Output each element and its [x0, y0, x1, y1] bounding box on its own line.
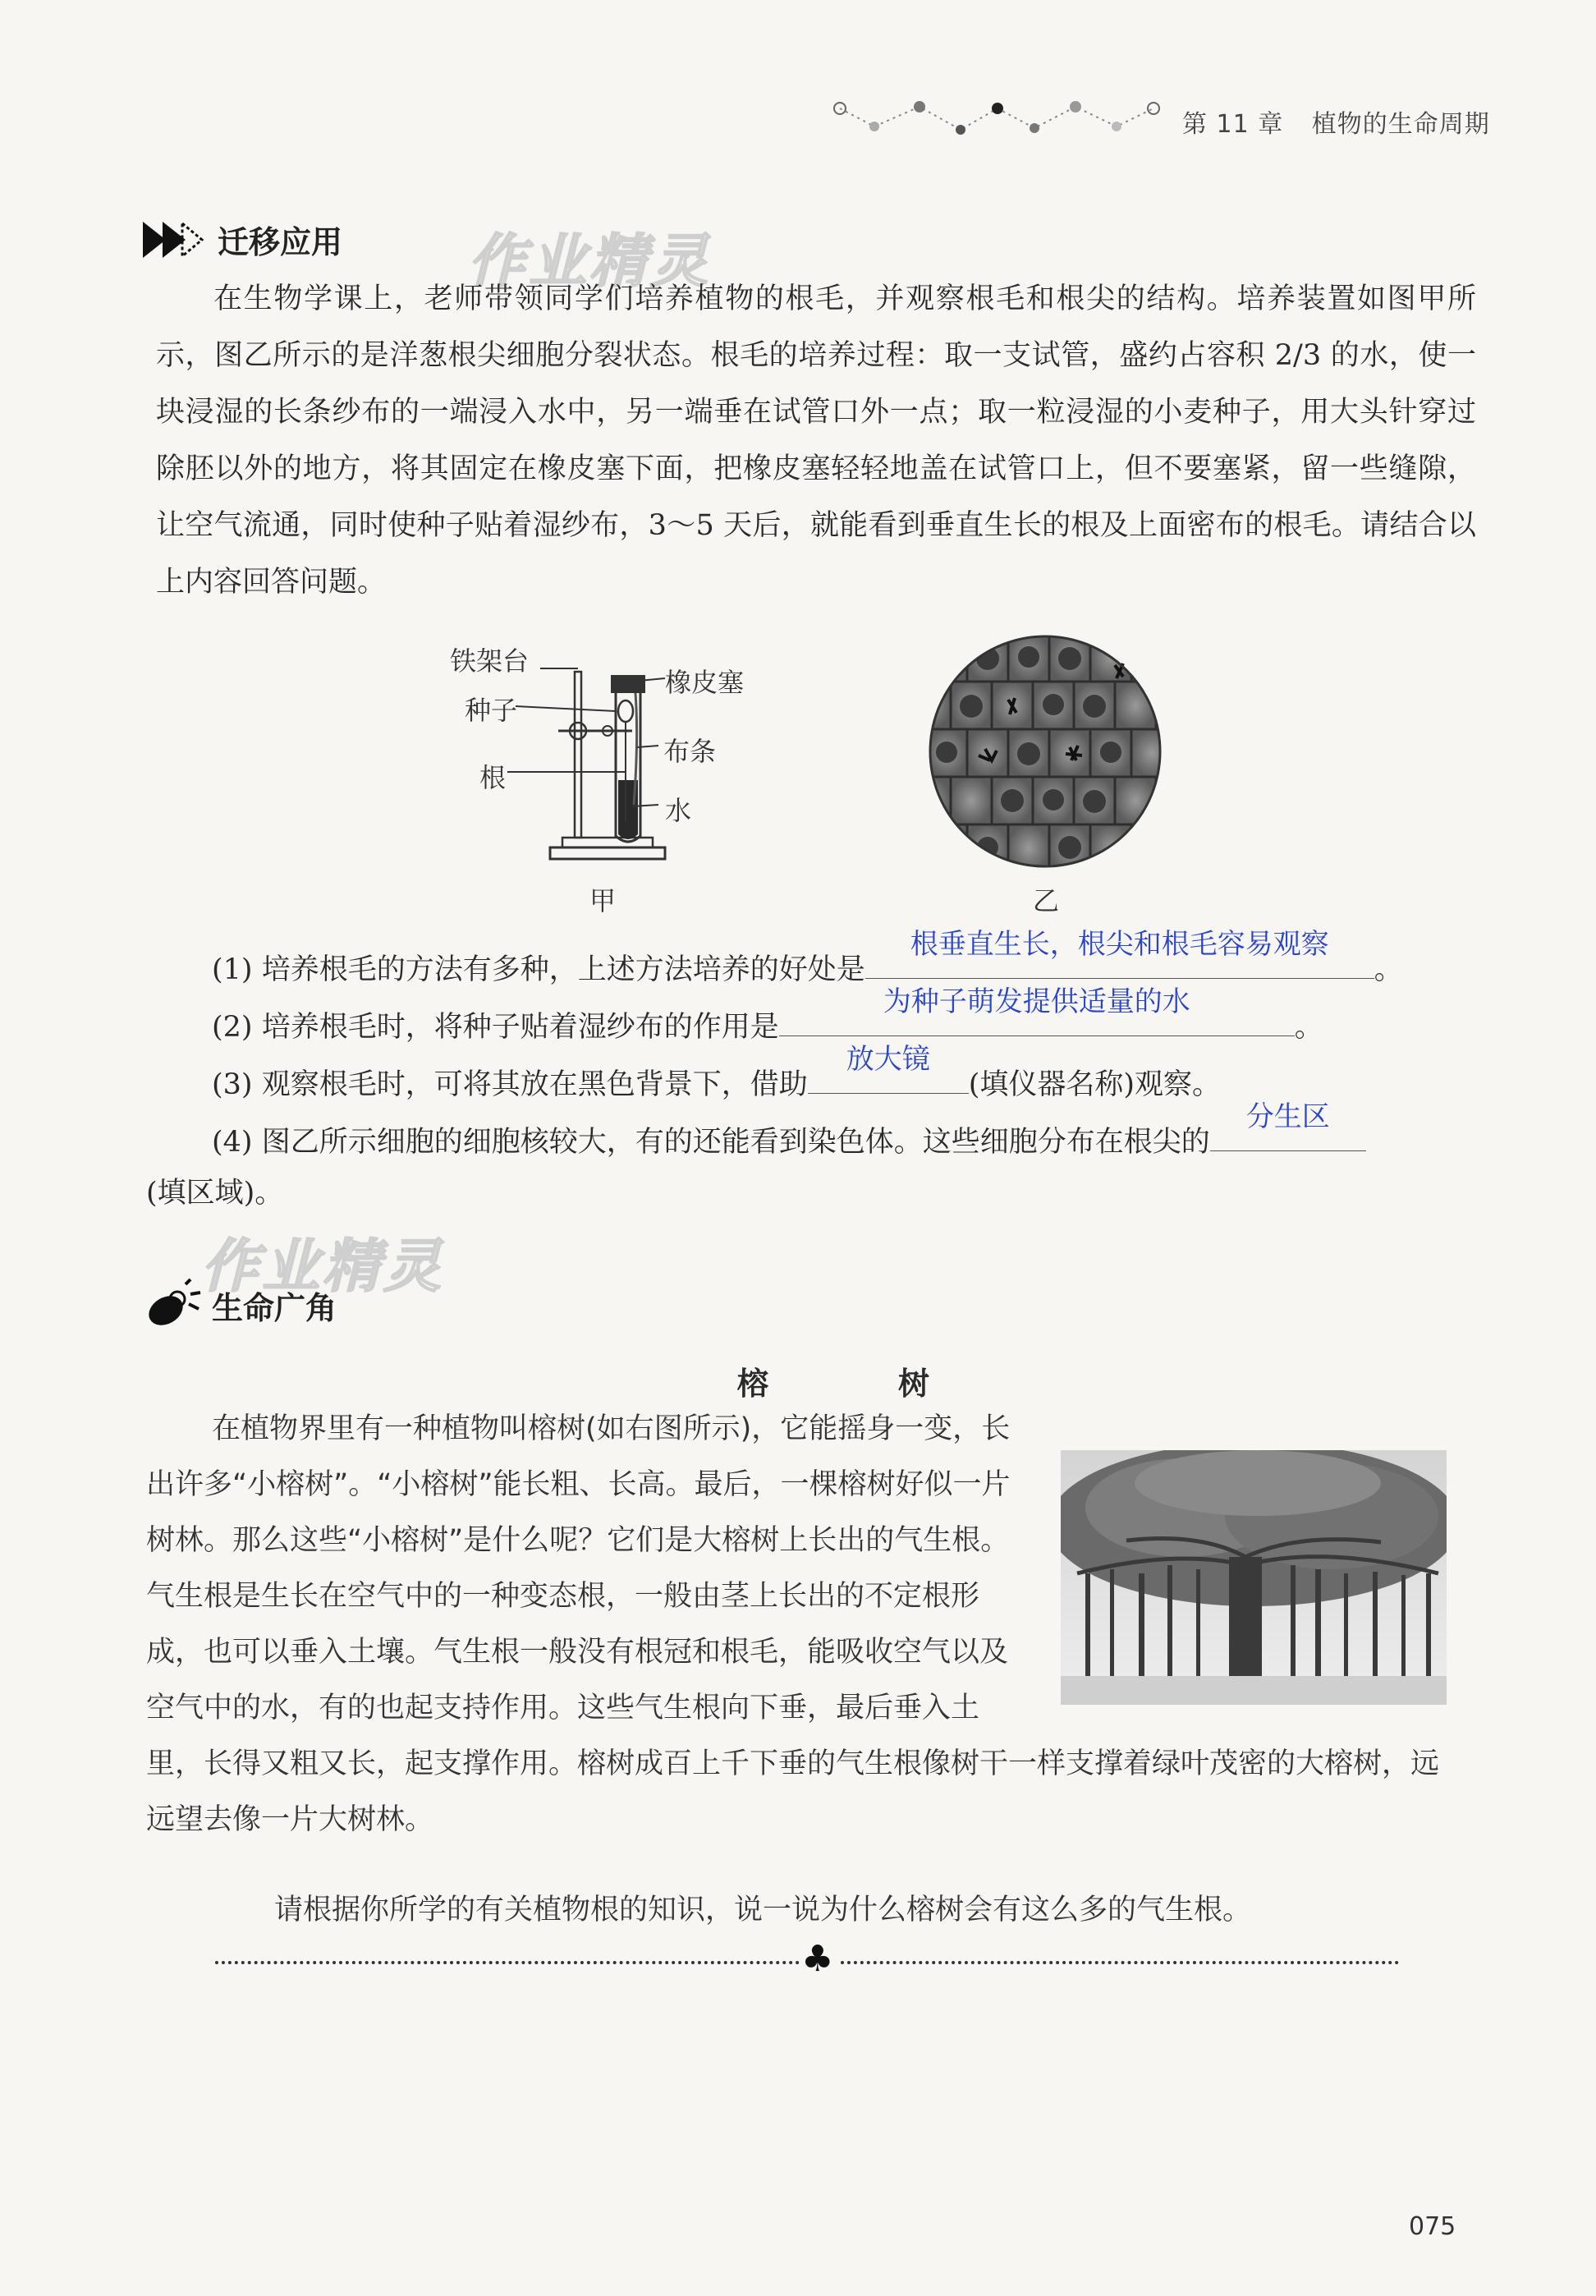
question-4-suffix: (填区域)。 — [146, 1177, 284, 1210]
article-paragraph-1 — [146, 1401, 1452, 1848]
article-title: 榕 树 — [737, 1365, 979, 1402]
watermark: 作业精灵 — [201, 1233, 444, 1300]
label-stand: 铁架台 — [450, 645, 530, 677]
dotted-divider — [841, 1961, 1399, 1964]
question-4 — [212, 1100, 1476, 1171]
question-text: 培养根毛的方法有多种，上述方法培养的好处是 — [261, 953, 865, 986]
chapter-number: 第 11 章 — [1182, 110, 1284, 139]
club-icon: ♣ — [801, 1938, 834, 1980]
question-text: 图乙所示细胞的细胞核较大，有的还能看到染色体。这些细胞分布在根尖的 — [261, 1126, 1210, 1159]
watermark: 作业精灵 — [468, 227, 711, 295]
dotted-divider — [215, 1961, 800, 1964]
question-text: 观察根毛时，可将其放在黑色背景下，借助 — [261, 1068, 808, 1101]
label-seed: 种子 — [465, 695, 518, 726]
article-paragraph-2: 请根据你所学的有关植物根的知识，说一说为什么榕树会有这么多的气生根。 — [274, 1894, 1252, 1926]
caption-yi: 乙 — [1033, 885, 1060, 916]
label-water: 水 — [665, 795, 692, 826]
handwritten-answer: 根垂直生长，根尖和根毛容易观察 — [910, 928, 1329, 961]
label-cloth: 布条 — [663, 736, 717, 767]
question-number: (4) — [212, 1126, 253, 1159]
handwritten-answer: 为种子萌发提供适量的水 — [883, 985, 1190, 1018]
onion-root-tip-cells-image — [926, 632, 1164, 870]
chapter-header — [1182, 103, 1490, 140]
question-number: (1) — [212, 953, 253, 986]
question-suffix: 。 — [1374, 953, 1403, 986]
photo-float-spacer — [1025, 1401, 1452, 1713]
label-stopper: 橡皮塞 — [665, 667, 745, 698]
handwritten-answer: 分生区 — [1245, 1100, 1330, 1133]
question-number: (2) — [212, 1011, 253, 1044]
label-root: 根 — [479, 762, 507, 793]
article-text: 在植物界里有一种植物叫榕树(如右图所示)，它能摇身一变，长出许多“小榕树”。“小榕树”能长粗、长高。最后，一棵榕树好似一片树林。那么这些“小榕树”是什么呢？它们是大榕树上长出的气生根。气生根是生长在空气中的一种变态根，一般由茎上长出的不定根形成，也可以垂入土壤。气生根一般没有根冠和根毛，能吸收空气以及空气中的水，有的也起支持作用。这些气生根向下垂，最后垂入土里，长得又粗又长，起支撑作用。榕树成百上千下垂的气生根像树干一样支撑着绿叶茂密的大榕树，远远望去像一片大树林。 — [146, 1412, 1440, 1836]
question-number: (3) — [212, 1068, 253, 1101]
section-arrow-icon — [141, 217, 205, 263]
question-suffix: 。 — [1294, 1011, 1323, 1044]
section-title-transfer: 迁移应用 — [218, 224, 343, 260]
lightbulb-icon — [144, 1278, 204, 1330]
caption-jia: 甲 — [589, 885, 617, 916]
handwritten-answer: 放大镜 — [846, 1043, 930, 1076]
chapter-title: 植物的生命周期 — [1311, 110, 1490, 139]
section-title-life: 生命广角 — [212, 1290, 337, 1326]
answer-blank[interactable] — [1210, 1100, 1366, 1151]
intro-paragraph: 在生物学课上，老师带领同学们培养植物的根毛，并观察根毛和根尖的结构。培养装置如图甲所示，图乙所示的是洋葱根尖细胞分裂状态。根毛的培养过程：取一支试管，盛约占容积 2/3 的水，使一块浸湿的长条纱布的一端浸入水中，另一端垂在试管口外一点；取一粒浸湿的小麦种子，用大头针穿过除胚以外的地方，将其固定在橡皮塞下面，把橡皮塞轻轻地盖在试管口上，但不要塞紧，留一些缝隙，让空气流通，同时使种子贴着湿纱布，3～5 天后，就能看到垂直生长的根及上面密布的根毛。请结合以上内容回答问题。 — [156, 282, 1476, 599]
question-text: 培养根毛时，将种子贴着湿纱布的作用是 — [261, 1011, 779, 1044]
answer-blank[interactable] — [808, 1043, 969, 1094]
header-decoration — [825, 97, 1170, 138]
question-suffix: (填仪器名称)观察。 — [968, 1068, 1222, 1101]
page-number: 075 — [1409, 2212, 1456, 2241]
